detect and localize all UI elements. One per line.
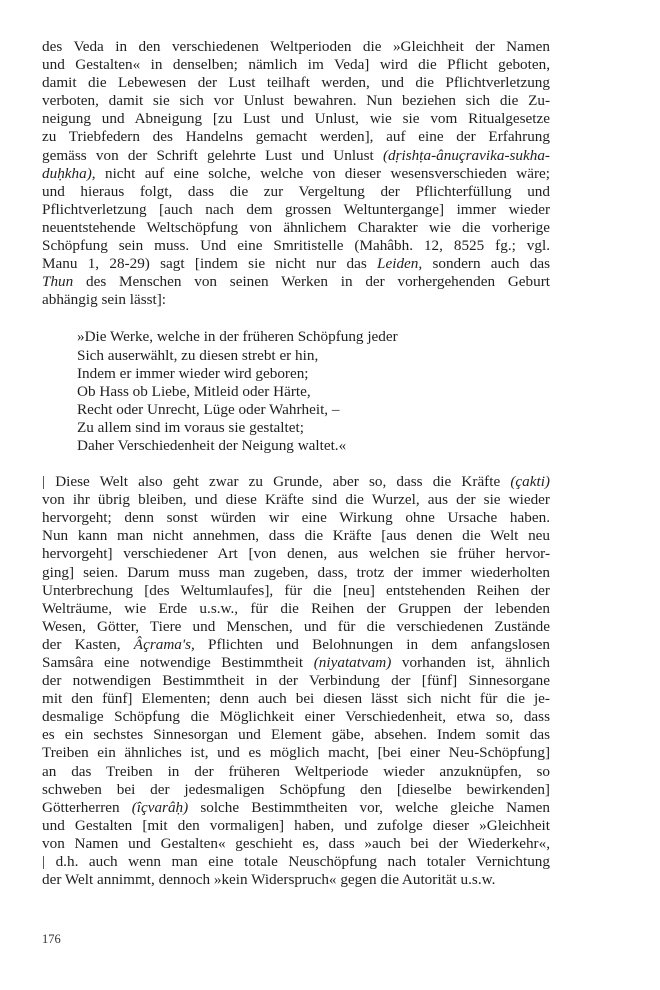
italic-term: (dṛishṭa-ânuçravika-sukha- <box>382 146 550 164</box>
text-run: neigung und Abneigung [zu Lust und Unlust, wie sie vom Ritualgesetze <box>42 110 550 128</box>
text-run: verboten, damit sie sich vor Unlust bewahren. Nun beziehen sich die Zu- <box>42 92 550 110</box>
text-line <box>42 545 550 563</box>
text-line <box>42 291 550 309</box>
paragraph-1 <box>42 38 550 309</box>
text-run: ging] seien. Darum muss man zugeben, dass, trotz der immer wiederholten <box>42 563 550 581</box>
text-run: Schöpfung sein muss. Und eine Smritistelle (Mahâbh. 12, 8525 fg.; vgl. <box>42 237 550 255</box>
text-run: Manu 1, 28-29) sagt [indem sie nicht nur das <box>42 255 378 273</box>
text-line <box>42 491 550 509</box>
text-line <box>42 56 550 74</box>
text-run: Treiben ein ähnliches ist, und es möglich macht, [bei einer Neu-Schöpfung] <box>42 744 550 762</box>
text-line <box>42 92 550 110</box>
text-line <box>42 473 550 491</box>
text-run: Pflichtverletzung [auch nach dem grossen Weltuntergange] immer wieder <box>42 200 550 218</box>
text-line <box>42 781 550 799</box>
text-line <box>42 38 550 56</box>
text-line <box>42 255 550 273</box>
text-run: Unterbrechung [des Weltumlaufes], für die [neu] entstehenden Reihen der <box>42 581 550 599</box>
text-run: der Welt annimmt, dennoch »kein Widerspruch« gegen die Autorität u.s.w. <box>42 871 496 889</box>
text-run: Welträume, wie Erde u.s.w., für die Reihen der Gruppen der lebenden <box>42 599 550 617</box>
text-run: mit den fünf] Elementen; denn auch bei diesen lässt sich nicht für die je- <box>42 690 550 708</box>
text-line <box>42 110 550 128</box>
text-line <box>42 871 550 889</box>
italic-term: Thun <box>42 273 74 291</box>
text-run: damit die Lebewesen der Lust teilhaft werden, und die Pflichtverletzung <box>42 74 550 92</box>
text-run: und Gestalten« in denselben; nämlich im Veda] wird die Pflicht geboten, <box>42 56 550 74</box>
text-run: abhängig sein lässt]: <box>42 291 167 309</box>
text-run: Götterherren <box>42 798 132 816</box>
text-line <box>42 672 550 690</box>
italic-term: (îçvarâḥ) <box>131 798 189 816</box>
text-line <box>42 708 550 726</box>
text-line <box>42 237 550 255</box>
text-line <box>42 273 550 291</box>
text-line <box>42 165 550 183</box>
italic-term: Leiden, <box>377 255 423 273</box>
text-line <box>42 763 550 781</box>
text-line <box>42 509 550 527</box>
text-line <box>42 799 550 817</box>
text-run: gemäss von der Schrift gelehrte Lust und Unlust <box>42 146 383 164</box>
verse-quotation <box>77 328 550 455</box>
text-run: desmalige Schöpfung die Möglichkeit einer Verschiedenheit, etwa so, dass <box>42 708 550 726</box>
verse-line: Ob Hass ob Liebe, Mitleid oder Härte, <box>77 382 311 400</box>
text-line <box>42 201 550 219</box>
text-run: und Gestalten [mit den vormaligen] haben, und zufolge dieser »Gleichheit <box>42 816 550 834</box>
italic-term: Âçrama's, <box>133 635 195 653</box>
text-run: an das Treiben in der früheren Weltperiode wieder anzuknüpfen, so <box>42 762 550 780</box>
text-line <box>42 744 550 762</box>
text-run: | Diese Welt also geht zwar zu Grunde, aber so, dass die Kräfte <box>42 473 511 491</box>
text-run: neuentstehende Weltschöpfung von ähnlichem Charakter wie die vorherige <box>42 218 550 236</box>
page-body <box>42 38 550 889</box>
text-line <box>42 582 550 600</box>
verse-line: Indem er immer wieder wird geboren; <box>77 364 309 382</box>
text-run: solche Bestimmtheiten vor, welche gleiche Namen <box>188 798 550 816</box>
text-line <box>42 817 550 835</box>
text-line <box>42 835 550 853</box>
text-run: zu Triebfedern des Handelns gemacht werden], auf eine der Erfahrung <box>42 128 550 146</box>
text-run: | d.h. auch wenn man eine totale Neuschöpfung nach totaler Vernichtung <box>42 853 550 871</box>
text-run: nicht auf eine solche, welche von dieser wesensverschieden wäre; <box>95 164 550 182</box>
text-line <box>42 147 550 165</box>
text-line <box>42 128 550 146</box>
text-run: des Menschen von seinen Werken in der vorhergehenden Geburt <box>73 273 550 291</box>
verse-line: Daher Verschiedenheit der Neigung waltet.« <box>77 436 347 454</box>
text-run: hervorgeht; denn sonst würden wir eine Wirkung ohne Ursache haben. <box>42 509 550 527</box>
text-line <box>42 853 550 871</box>
text-line <box>42 600 550 618</box>
text-line <box>42 618 550 636</box>
verse-line: Sich auserwählt, zu diesen strebt er hin, <box>77 346 319 364</box>
text-run: es ein sechstes Sinnesorgan und Element gäbe, absehen. Indem somit das <box>42 726 550 744</box>
text-line <box>42 690 550 708</box>
text-run: vorhanden ist, ähnlich <box>391 654 551 671</box>
text-line <box>42 183 550 201</box>
text-run: Pflichten und Belohnungen in dem anfangslosen <box>194 635 550 653</box>
page-number: 176 <box>42 932 61 946</box>
text-run: von Namen und Gestalten« geschieht es, dass »auch bei der Wiederkehr«, <box>42 834 550 852</box>
paragraph-2 <box>42 473 550 889</box>
text-run: Nun kann man nicht annehmen, dass die Kräfte [aus denen die Welt neu <box>42 527 550 545</box>
text-line <box>42 636 550 654</box>
text-line <box>42 219 550 237</box>
text-line <box>42 654 550 672</box>
text-run: und hieraus folgt, dass die zur Vergeltung der Pflichterfüllung und <box>42 182 550 200</box>
text-run: der Kasten, <box>42 635 134 653</box>
text-line <box>42 74 550 92</box>
italic-term: (niyatatvam) <box>313 654 392 671</box>
text-run: des Veda in den verschiedenen Weltperioden die »Gleichheit der Namen <box>42 38 550 55</box>
text-line <box>42 726 550 744</box>
verse-line: »Die Werke, welche in der früheren Schöpfung jeder <box>77 328 398 346</box>
text-line <box>42 527 550 545</box>
text-run: von ihr übrig bleiben, und diese Kräfte sind die Wurzel, aus der sie wieder <box>42 491 550 509</box>
verse-line: Recht oder Unrecht, Lüge oder Wahrheit, – <box>77 400 340 418</box>
text-run: sondern auch das <box>422 255 551 273</box>
text-run: Wesen, Götter, Tiere und Menschen, und für die verschiedenen Zustände <box>42 617 550 635</box>
text-run: hervorgeht] verschiedener Art [von denen, aus welchen sie früher hervor- <box>42 545 550 563</box>
italic-term: (çakti) <box>510 473 550 491</box>
italic-term: duḥkha), <box>42 164 96 182</box>
text-run: schweben bei der jedesmaligen Schöpfung den [dieselbe bewirkenden] <box>42 780 550 798</box>
text-run: Samsâra eine notwendige Bestimmtheit <box>42 654 314 671</box>
text-line <box>42 564 550 582</box>
verse-line: Zu allem sind im voraus sie gestaltet; <box>77 418 304 436</box>
text-run: der notwendigen Bestimmtheit in der Verbindung der [fünf] Sinnesorgane <box>42 672 550 690</box>
